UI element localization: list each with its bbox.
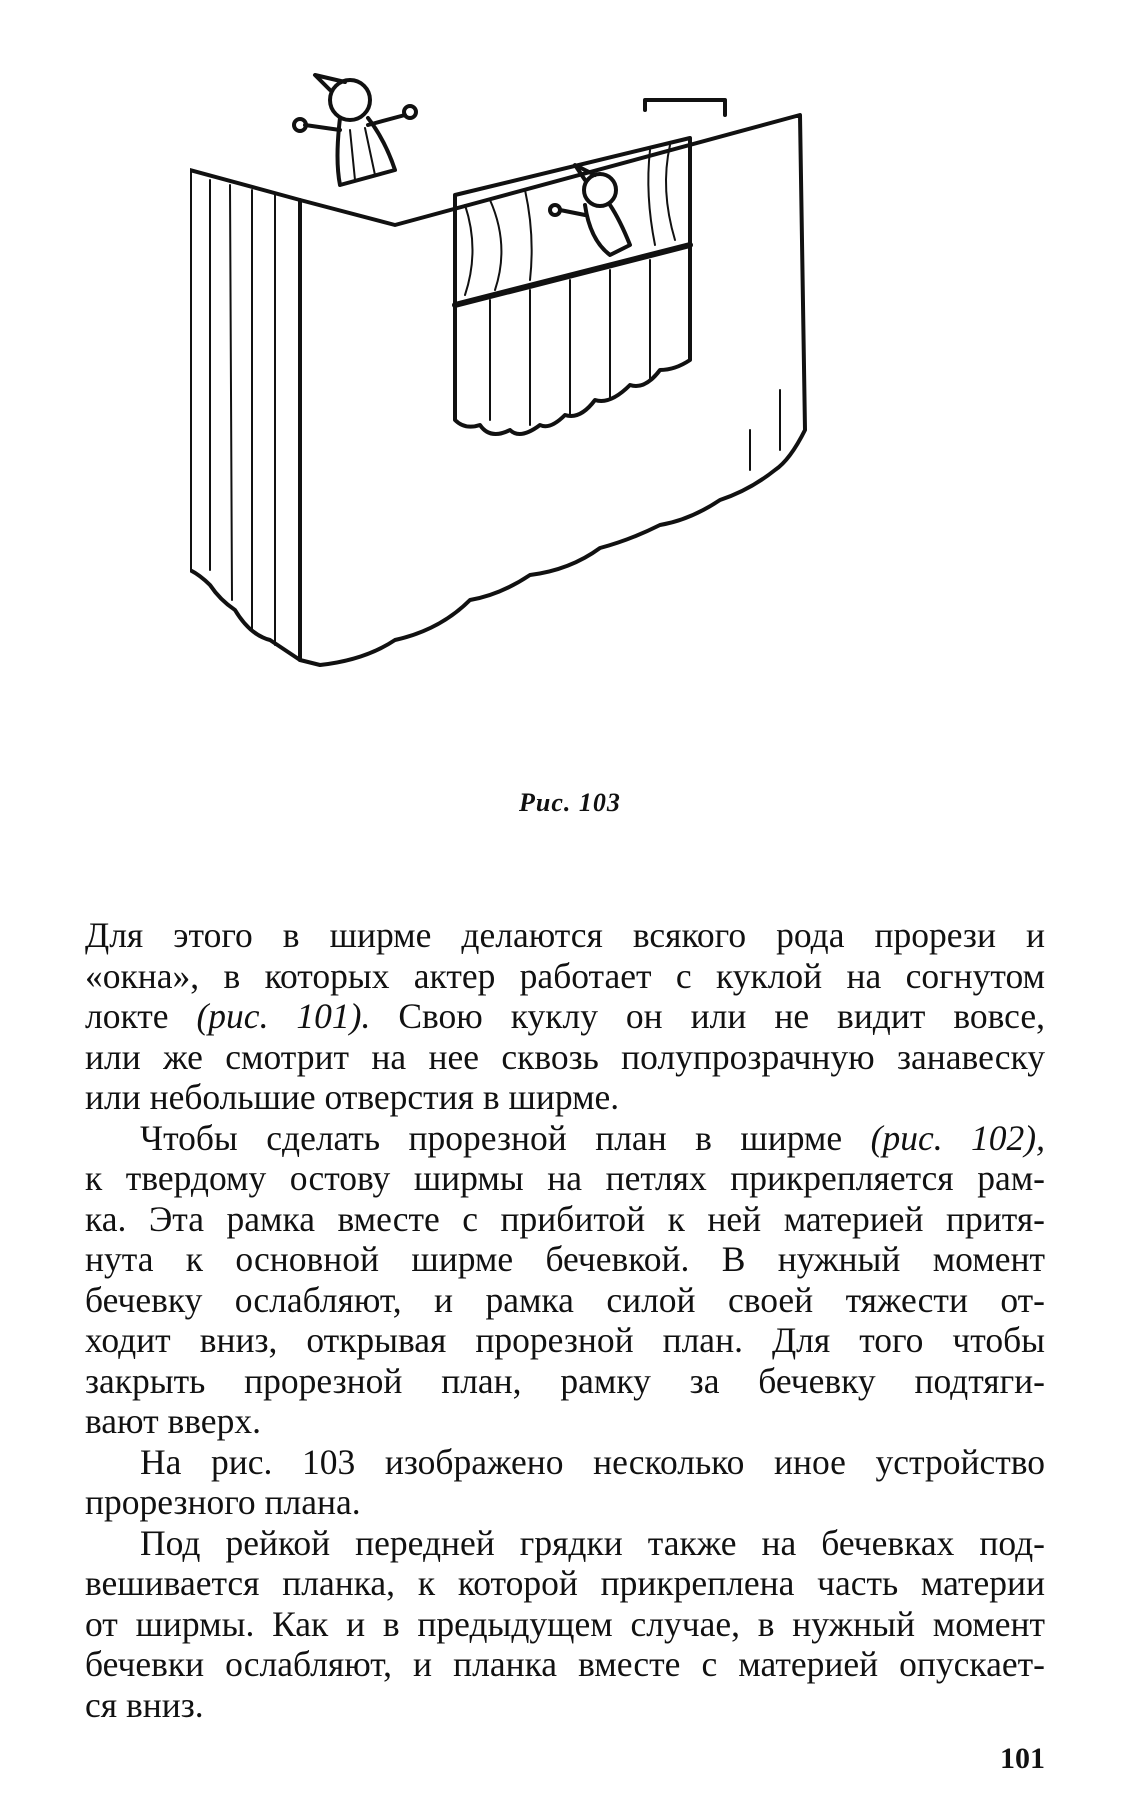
paragraph-4 <box>85 1523 1045 1726</box>
text-line: или же смотрит на нее сквозь полупрозрачную занавеску <box>85 1036 1045 1077</box>
figure-reference: (рис. 102), <box>870 1117 1045 1158</box>
text-line: ка. Эта рамка вместе с прибитой к ней материей притя- <box>85 1198 1045 1239</box>
body-text <box>85 915 1045 1725</box>
text-line: Под рейкой передней грядки также на бечевках под- <box>140 1522 1045 1563</box>
text-line: вают вверх. <box>85 1401 261 1441</box>
text-line: нута к основной ширме бечевкой. В нужный момент <box>85 1239 1045 1279</box>
text-line: ся вниз. <box>85 1684 204 1725</box>
text-line: ходит вниз, открывая прорезной план. Для того чтобы <box>85 1320 1045 1360</box>
text-line: прорезного плана. <box>85 1482 361 1522</box>
text-segment: Свою куклу он или не видит вовсе, <box>370 996 1045 1036</box>
text-line: к твердому остову ширмы на петлях прикрепляется рам- <box>85 1158 1045 1198</box>
text-line: бечевки ослабляют, и планка вместе с материей опускает- <box>85 1644 1045 1684</box>
text-line: бечевку ослабляют, и рамка силой своей тяжести от- <box>85 1279 1045 1320</box>
figure-caption: Рис. 103 <box>519 788 621 817</box>
puppet-screen-illustration <box>190 70 950 770</box>
figure-reference: (рис. 101). <box>196 996 371 1036</box>
figure-103 <box>190 70 950 770</box>
text-line: от ширмы. Как и в предыдущем случае, в нужный момент <box>85 1603 1045 1644</box>
text-line: или небольшие отверстия в ширме. <box>85 1077 620 1117</box>
text-line <box>85 996 1045 1037</box>
paragraph-1 <box>85 915 1045 1118</box>
page-number: 101 <box>1000 1742 1045 1775</box>
text-line: вешивается планка, к которой прикреплена часть материи <box>85 1563 1045 1603</box>
text-line: На рис. 103 изображено несколько иное устройство <box>140 1441 1045 1482</box>
text-line <box>85 1118 1045 1159</box>
paragraph-3 <box>85 1442 1045 1523</box>
text-line: Для этого в ширме делаются всякого рода прорези и <box>85 915 1045 955</box>
paragraph-2 <box>85 1118 1045 1442</box>
text-segment: локте <box>85 996 197 1036</box>
text-segment: Чтобы сделать прорезной план в ширме <box>140 1117 871 1158</box>
text-line: закрыть прорезной план, рамку за бечевку подтяги- <box>85 1360 1045 1401</box>
text-line: «окна», в которых актер работает с куклой на согнутом <box>85 955 1045 996</box>
